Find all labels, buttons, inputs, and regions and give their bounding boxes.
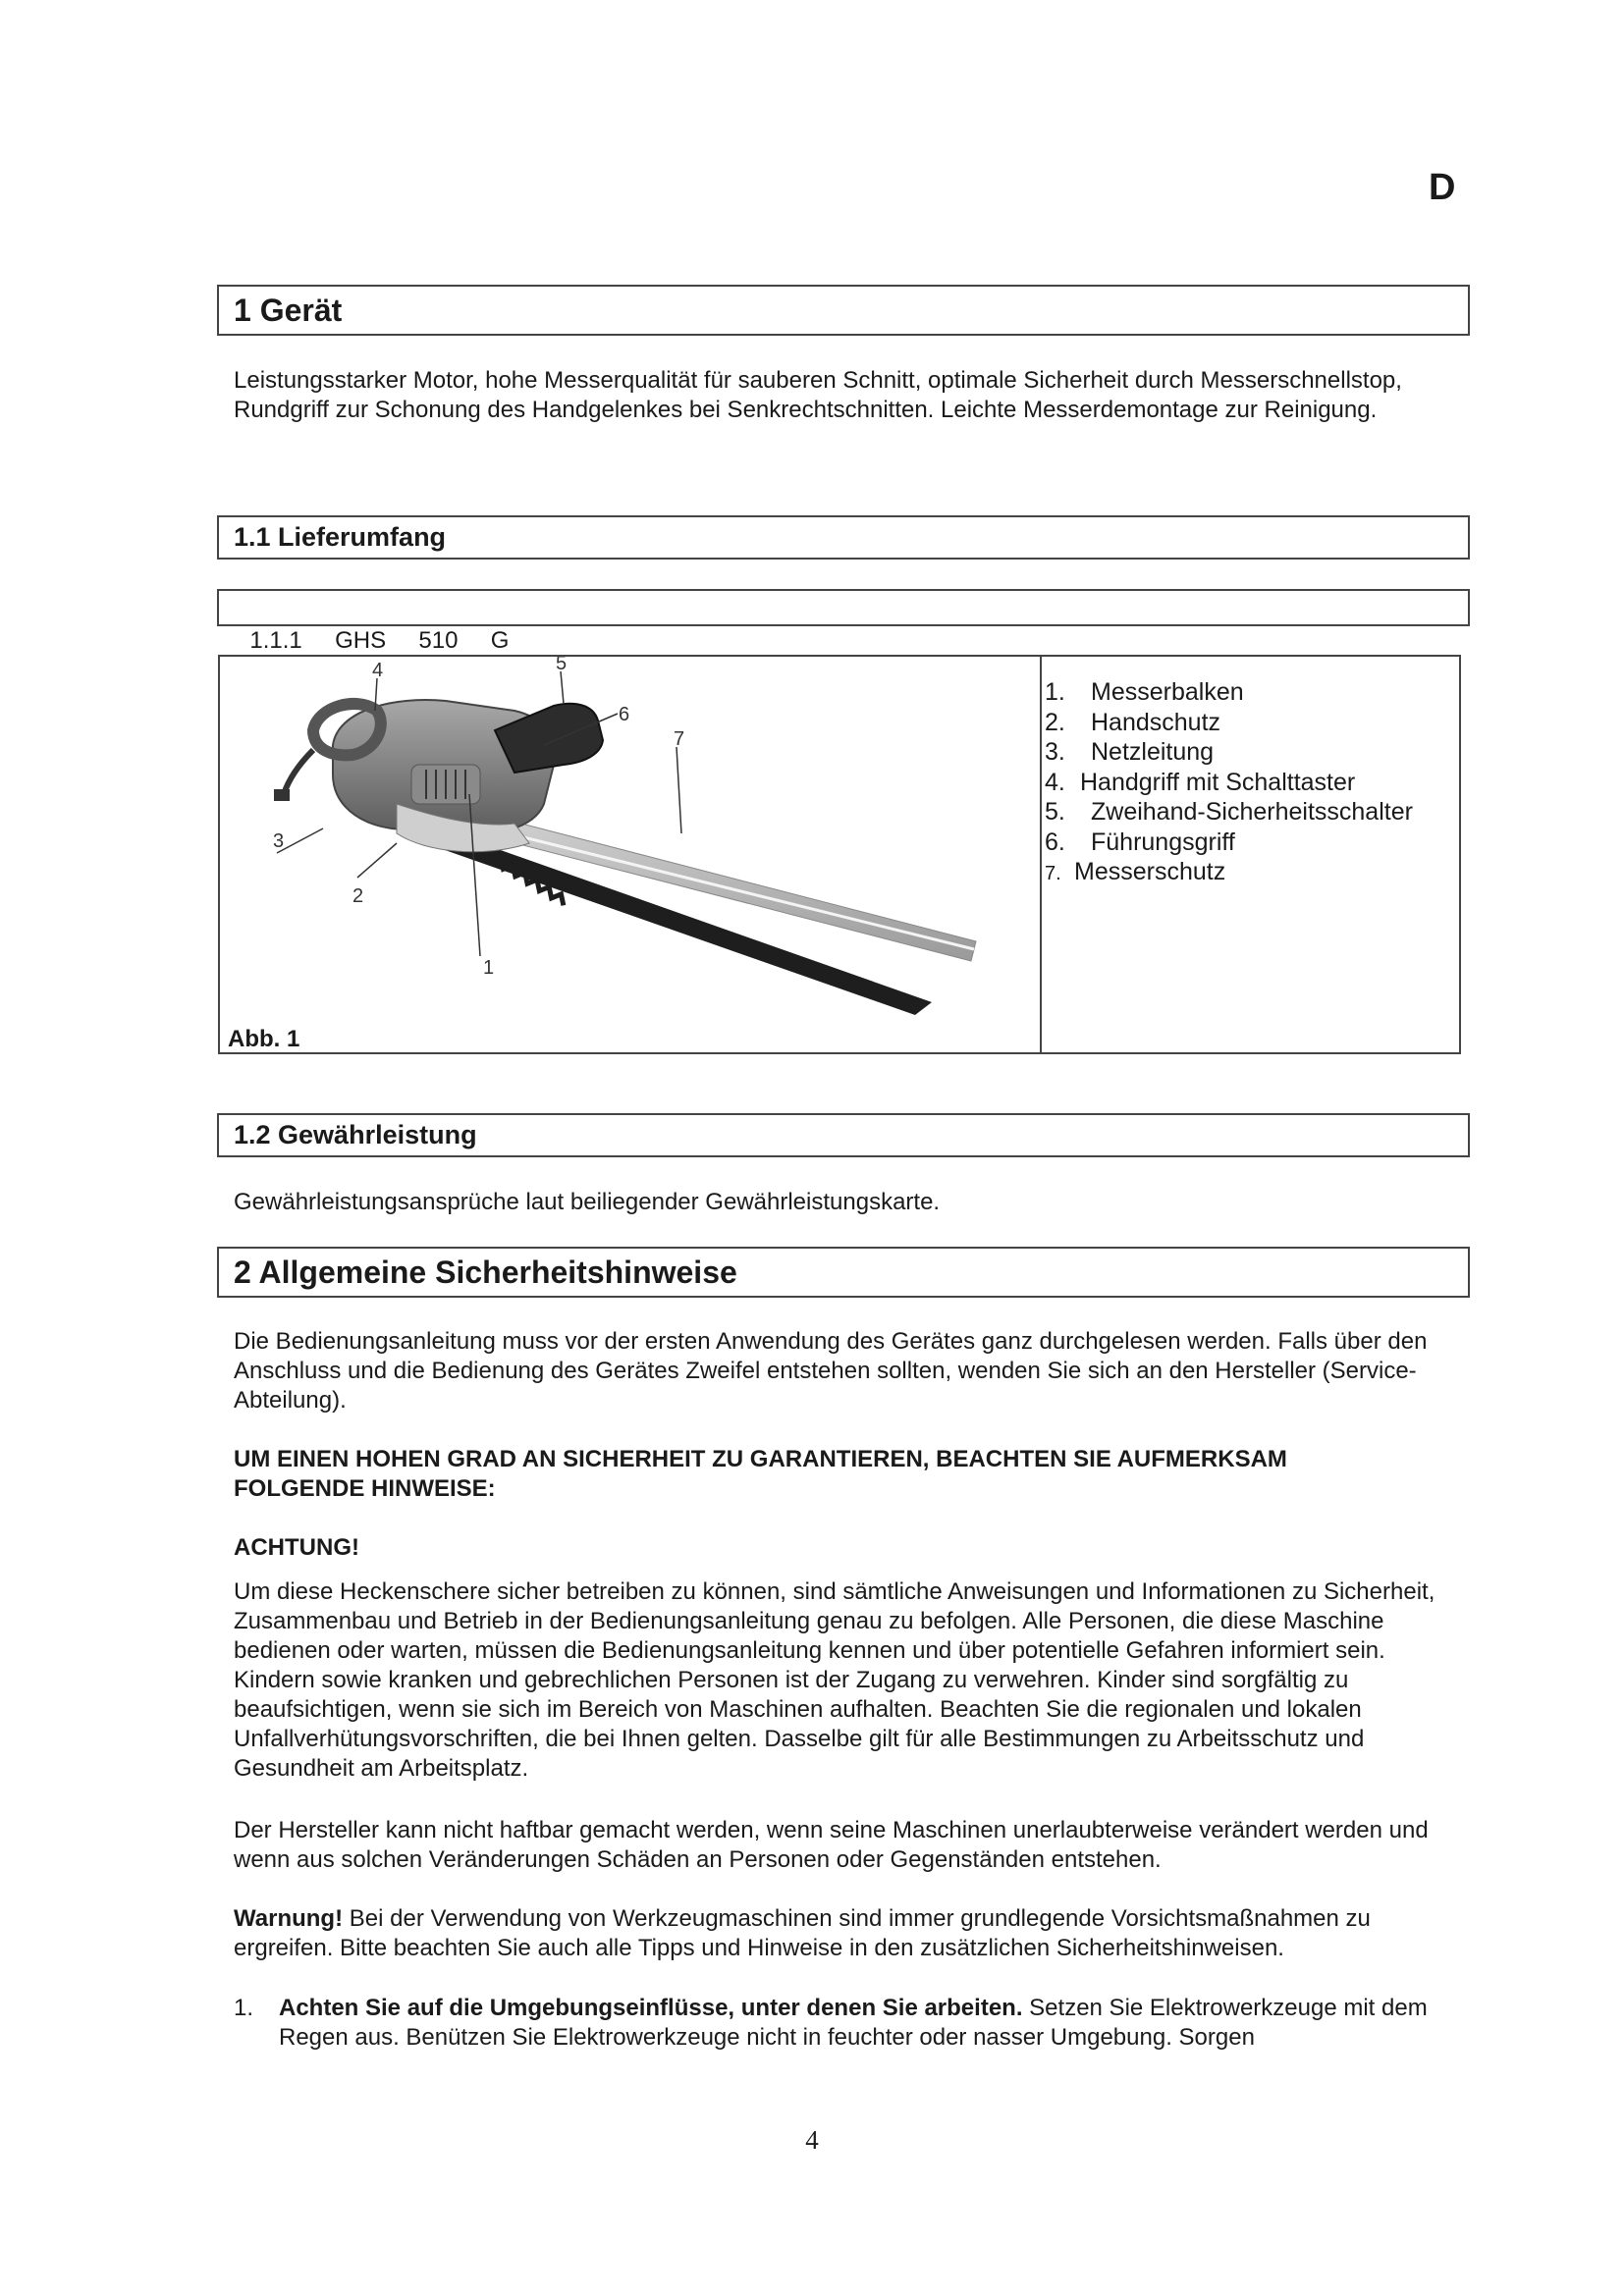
hedge-trimmer-illustration xyxy=(220,657,1038,1020)
language-marker: D xyxy=(1429,167,1456,208)
heading-text: 1.2 Gewährleistung xyxy=(234,1120,477,1149)
heading-text: 1.1 Lieferumfang xyxy=(234,522,447,552)
callout-5: 5 xyxy=(556,657,568,674)
model-line-box xyxy=(217,589,1470,654)
parts-list-item: 3. Netzleitung xyxy=(1045,738,1215,766)
motor-housing xyxy=(313,700,603,852)
figure-divider xyxy=(1040,657,1042,1052)
callout-4: 4 xyxy=(372,660,384,681)
model-line: 1.1.1 GHS 510 G xyxy=(249,627,510,654)
list-number: 1. xyxy=(234,1995,254,2021)
safety-intro xyxy=(234,1327,1461,1415)
list-body: Setzen Sie Elektrowerkzeuge mit dem Regen aus. Benützen Sie Elektrowerkzeuge nicht in feuchter oder nasser Umgebung. Sorgen xyxy=(279,1995,1428,2051)
safety-caps-notice xyxy=(234,1445,1461,1504)
paragraph: Leistungsstarker Motor, hohe Messerqualität für sauberen Schnitt, optimale Sicherheit durch Messerschnellstop, Rundgriff zur Schonung des Handgelenkes bei Senkrechtschnitten. Leichte Messerdemontage zur Reinigung. xyxy=(234,367,1402,423)
figure-caption: Abb. 1 xyxy=(228,1026,300,1052)
callout-3: 3 xyxy=(273,830,285,852)
parts-list-item: 1. Messerbalken xyxy=(1045,678,1244,706)
paragraph: Die Bedienungsanleitung muss vor der ersten Anwendung des Gerätes ganz durchgelesen werden. Falls über den Anschluss und die Bedienung des Gerätes Zweifel entstehen sollten, wenden Sie sich an den Hersteller (Service-Abteilung). xyxy=(234,1328,1428,1414)
section-heading-sicherheitshinweise xyxy=(217,1247,1470,1298)
paragraph: Um diese Heckenschere sicher betreiben zu können, sind sämtliche Anweisungen und Informationen zu Sicherheit, Zusammenbau und Betrieb in der Bedienungsanleitung genau zu befolgen. Alle Personen, die diese Maschine bedienen oder warten, müssen die Bedienungsanleitung kennen und über potentielle Gefahren informiert sein. Kindern sowie kranken und gebrechlichen Personen ist der Zugang zu verwehren. Kinder sind sorgfältig zu beaufsichtigen, wenn sie sich im Bereich von Maschinen aufhalten. Beachten Sie die regionalen und lokalen Unfallverhütungsvorschriften, die bei Ihnen gelten. Dasselbe gilt für alle Bestimmungen zu Arbeitsschutz und Gesundheit am Arbeitsplatz. xyxy=(234,1578,1435,1782)
callout-1: 1 xyxy=(483,957,495,979)
achtung-body xyxy=(234,1577,1461,1784)
section-heading-lieferumfang xyxy=(217,515,1470,560)
achtung-label xyxy=(234,1533,1461,1563)
figure-abb-1 xyxy=(218,655,1461,1054)
heading-text: 2 Allgemeine Sicherheitshinweise xyxy=(234,1255,737,1290)
power-cord xyxy=(284,750,313,794)
section-body-geraet xyxy=(234,366,1461,425)
warning-label: Warnung! xyxy=(234,1905,344,1932)
page-number: 4 xyxy=(805,2125,819,2155)
parts-list-item: 7. Messerschutz xyxy=(1045,858,1226,885)
heading-text: 1 Gerät xyxy=(234,293,343,328)
section-heading-geraet xyxy=(217,285,1470,336)
list-text xyxy=(279,1994,1467,2053)
parts-list-item: 2. Handschutz xyxy=(1045,708,1221,736)
warning-body: Bei der Verwendung von Werkzeugmaschinen sind immer grundlegende Vorsichtsmaßnahmen zu ergreifen. Bitte beachten Sie auch alle Tipps und Hinweise in den zusätzlichen Sicherheitshinweisen. xyxy=(234,1905,1371,1961)
caps-line-2: FOLGENDE HINWEISE: xyxy=(234,1475,496,1502)
parts-list-item: 4. Handgriff mit Schalttaster xyxy=(1045,768,1356,796)
paragraph: Gewährleistungsansprüche laut beiliegender Gewährleistungskarte. xyxy=(234,1189,941,1215)
callout-6: 6 xyxy=(619,704,630,725)
parts-list-item: 5. Zweihand-Sicherheitsschalter xyxy=(1045,798,1413,826)
achtung-text: ACHTUNG! xyxy=(234,1534,359,1561)
liability-paragraph xyxy=(234,1816,1461,1875)
paragraph: Der Hersteller kann nicht haftbar gemacht werden, wenn seine Maschinen unerlaubterweise verändert werden und wenn aus solchen Veränderungen Schäden an Personen oder Gegenständen entstehen. xyxy=(234,1817,1429,1873)
warning-paragraph xyxy=(234,1904,1461,1963)
callout-7: 7 xyxy=(674,728,685,750)
list-bold: Achten Sie auf die Umgebungseinflüsse, unter denen Sie arbeiten. xyxy=(279,1995,1023,2021)
parts-list xyxy=(1045,677,1413,889)
section-body-gewaehrleistung xyxy=(234,1188,1461,1217)
parts-list-item: 6. Führungsgriff xyxy=(1045,828,1235,856)
plug xyxy=(274,789,290,801)
section-heading-gewaehrleistung xyxy=(217,1113,1470,1157)
paragraph xyxy=(234,1904,1461,1963)
caps-line-1: UM EINEN HOHEN GRAD AN SICHERHEIT ZU GARANTIEREN, BEACHTEN SIE AUFMERKSAM xyxy=(234,1446,1287,1472)
callout-2: 2 xyxy=(352,885,364,907)
